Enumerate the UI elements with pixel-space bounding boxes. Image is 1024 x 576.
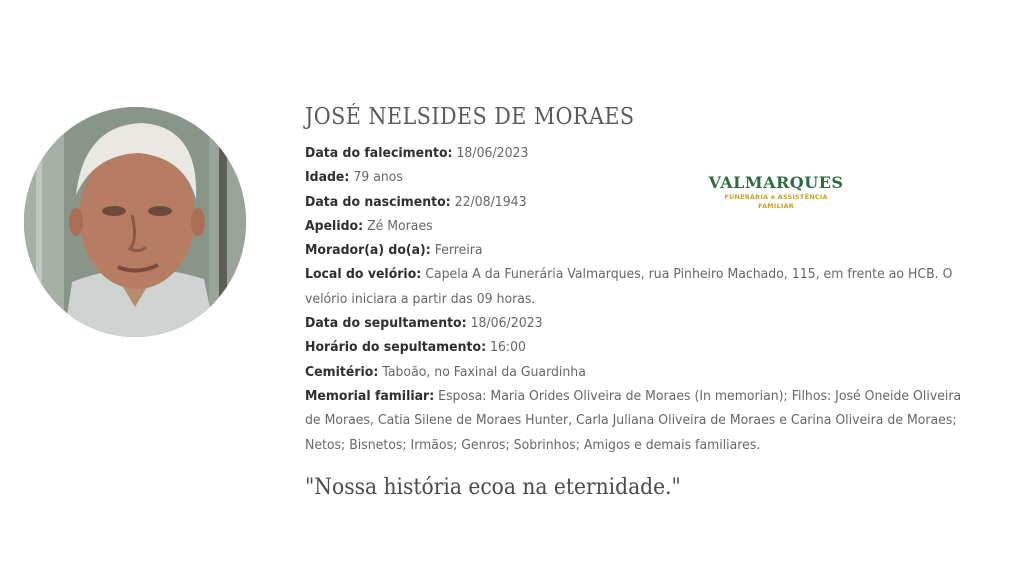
obituary-details <box>305 142 967 458</box>
detail-value: Ferreira <box>430 243 483 259</box>
detail-burial-date <box>305 312 967 336</box>
logo-sub-text: FUNERÁRIA e ASSISTÊNCIA FAMILIAR <box>724 193 828 210</box>
detail-value: 16:00 <box>486 340 527 356</box>
detail-family-memorial <box>305 385 967 458</box>
detail-value: 22/08/1943 <box>450 194 527 210</box>
portrait-photo <box>24 107 246 337</box>
detail-label: Data do nascimento: <box>305 194 451 210</box>
detail-label: Horário do sepultamento: <box>305 340 487 356</box>
detail-value: 79 anos <box>349 170 403 186</box>
memorial-quote: "Nossa história ecoa na eternidade." <box>305 475 681 500</box>
deceased-name: JOSÉ NELSIDES DE MORAES <box>305 104 635 130</box>
detail-value: 18/06/2023 <box>452 146 529 161</box>
detail-wake-location <box>305 263 967 312</box>
detail-value: 18/06/2023 <box>466 316 543 332</box>
detail-value: Zé Moraes <box>363 218 433 234</box>
detail-label: Cemitério: <box>305 364 379 380</box>
detail-label: Morador(a) do(a): <box>305 243 431 259</box>
funeral-home-logo <box>706 173 846 211</box>
detail-label: Apelido: <box>305 218 364 234</box>
detail-birth-date <box>305 191 967 215</box>
detail-label: Data do falecimento: <box>305 146 453 161</box>
detail-nickname <box>305 215 967 239</box>
detail-cemetery <box>305 361 967 385</box>
detail-value: Taboão, no Faxinal da Guardinha <box>378 364 586 380</box>
detail-label: Data do sepultamento: <box>305 316 467 332</box>
detail-label: Local do velório: <box>305 267 422 283</box>
detail-residence <box>305 239 967 263</box>
logo-main-text: VALMARQUES <box>708 173 844 192</box>
detail-death-date <box>305 142 967 166</box>
detail-value: Esposa: Maria Orides Oliveira de Moraes (In memorian); Filhos: José Oneide Oliveira de Moraes, Catia Silene de Moraes Hunter, Carla Juliana Oliveira de Moraes e Carina Oliveira de Moraes; Netos; Bisnetos; Irmãos; Genros; Sobrinhos; Amigos e demais familiares. <box>305 388 962 453</box>
detail-label: Memorial familiar: <box>305 388 435 404</box>
detail-value: Capela A da Funerária Valmarques, rua Pinheiro Machado, 115, em frente ao HCB. O velório iniciara a partir das 09 horas. <box>305 267 953 307</box>
detail-burial-time <box>305 336 967 360</box>
detail-age <box>305 166 967 190</box>
detail-label: Idade: <box>305 170 350 186</box>
